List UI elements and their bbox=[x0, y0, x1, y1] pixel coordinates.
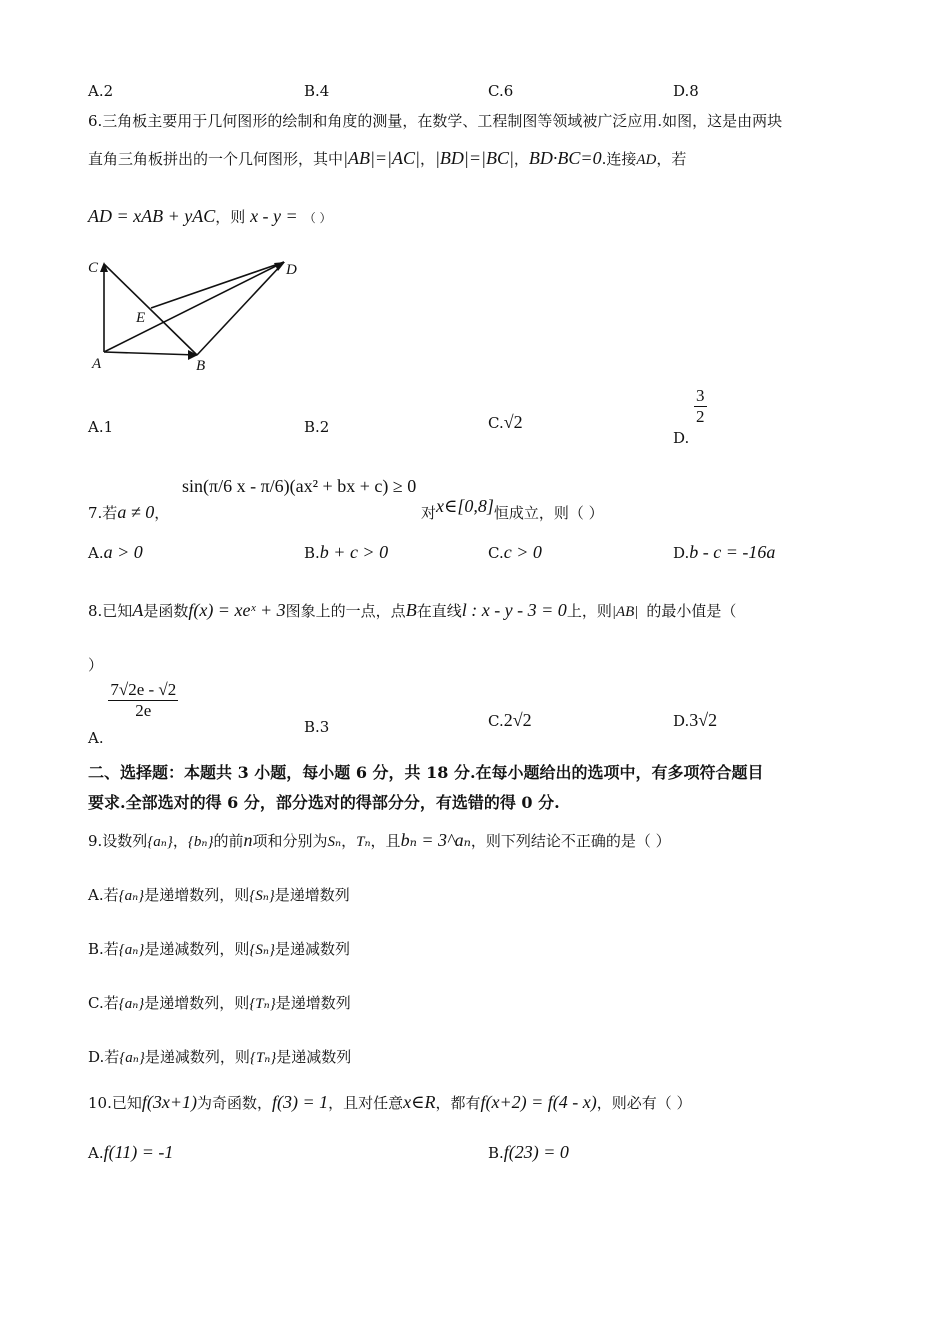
section2-heading-line1: 二、选择题：本题共 3 小题，每小题 6 分，共 18 分.在每小题给出的选项中，有多项符合题目 bbox=[88, 763, 764, 782]
q7-prefix: 7.若 bbox=[88, 504, 118, 522]
q8-option-b: B.3 bbox=[304, 718, 330, 736]
q8-mid4: 上，则 bbox=[566, 602, 612, 620]
q7-option-c-math: c > 0 bbox=[503, 542, 542, 562]
q6-ask: x - y = bbox=[250, 206, 298, 226]
q9-option-c-end: 是递增数列 bbox=[275, 994, 351, 1012]
q7-comma: ， bbox=[154, 504, 170, 522]
label-e: E bbox=[136, 310, 146, 326]
q6-option-c bbox=[488, 412, 523, 433]
q10-prefix: 10.已知 bbox=[88, 1094, 142, 1112]
label-d: D bbox=[286, 262, 297, 278]
q9-option-a-mid: 是递增数列，则 bbox=[144, 886, 250, 904]
q5-option-a: A.2 bbox=[88, 82, 114, 100]
q8-mid3: 在直线 bbox=[416, 602, 462, 620]
q10-option-b-label: B. bbox=[488, 1144, 504, 1162]
q9-prefix: 9.设数列 bbox=[88, 832, 148, 850]
q8-close-paren: ） bbox=[88, 656, 104, 674]
q10-mid3: ，都有 bbox=[435, 1094, 481, 1112]
q6-answer-paren: （ ） bbox=[303, 211, 332, 225]
q5-option-b: B.4 bbox=[304, 82, 330, 100]
segment-ed bbox=[151, 262, 284, 308]
q9-tn: Tₙ bbox=[356, 834, 371, 850]
q9-option-d-mid: 是递减数列，则 bbox=[144, 1048, 250, 1066]
label-c: C bbox=[88, 260, 99, 276]
q9-option-a-seq1: {aₙ} bbox=[118, 888, 145, 904]
q7-option-a-label: A. bbox=[88, 544, 104, 562]
q6-tail: .连接 bbox=[601, 150, 637, 168]
q8-mid2: 图象上的一点，点 bbox=[285, 602, 406, 620]
q8-option-d-math: 3√2 bbox=[689, 710, 718, 730]
q6-option-b: B.2 bbox=[304, 418, 330, 436]
q8-function: f(x) = xeˣ + 3 bbox=[188, 600, 286, 620]
q9-option-d-seq2: {Tₙ} bbox=[249, 1050, 277, 1066]
q10-value: f(3) = 1 bbox=[272, 1092, 329, 1112]
q5-option-d: D.8 bbox=[673, 82, 699, 100]
q9-option-b-label: B.若 bbox=[88, 940, 119, 958]
q8-option-d-label: D. bbox=[673, 712, 690, 730]
segment-cb bbox=[104, 264, 197, 355]
q7-option-d-label: D. bbox=[673, 544, 690, 562]
q6-ze: ，则 bbox=[215, 208, 246, 226]
q6-option-c-math: √2 bbox=[503, 412, 523, 432]
q8-abs-ab: |AB| bbox=[611, 604, 639, 620]
q9-option-d-label: D.若 bbox=[88, 1048, 120, 1066]
q6-triangle-figure bbox=[84, 252, 314, 376]
q7-dui: 对 bbox=[421, 504, 437, 522]
q7-option-d-math: b - c = -16a bbox=[689, 542, 776, 562]
q8-option-c-math: 2√2 bbox=[503, 710, 532, 730]
q9-option-c bbox=[88, 992, 351, 1013]
label-a: A bbox=[92, 356, 102, 372]
q7-option-a-math: a > 0 bbox=[103, 542, 143, 562]
q7-option-b-math: b + c > 0 bbox=[319, 542, 389, 562]
segment-ab bbox=[104, 352, 197, 355]
q8-prefix: 8.已知 bbox=[88, 602, 133, 620]
q9-option-b-seq2: {Sₙ} bbox=[249, 942, 275, 958]
q6-stem-line2: 直角三角板拼出的一个几何图形，其中|AB|=|AC|，|BD|=|BC|，BD·BC=0.连接AD，若 bbox=[88, 148, 687, 168]
q9-option-a-seq2: {Sₙ} bbox=[249, 888, 275, 904]
q9-mid1: 的前 bbox=[213, 832, 244, 850]
q8-option-a-fraction bbox=[108, 680, 178, 721]
q10-domain: x∈R bbox=[403, 1092, 436, 1112]
q6-stem-line3 bbox=[88, 206, 332, 227]
q10-stem bbox=[88, 1092, 692, 1113]
q9-mid2: 项和分别为 bbox=[252, 832, 328, 850]
q9-option-d-seq1: {aₙ} bbox=[119, 1050, 145, 1066]
q7-option-c-label: C. bbox=[488, 544, 504, 562]
q9-option-a-label: A.若 bbox=[88, 886, 119, 904]
q8-option-c-label: C. bbox=[488, 712, 504, 730]
q8-b: B bbox=[405, 600, 417, 620]
q8-mid1: 是函数 bbox=[143, 602, 189, 620]
q9-option-d bbox=[88, 1046, 351, 1067]
q6-option-d-den: 2 bbox=[696, 407, 705, 426]
q8-stem bbox=[88, 600, 736, 621]
q7-option-d bbox=[673, 542, 775, 563]
q9-stem: 9.设数列{aₙ}，{bₙ}的前n项和分别为Sₙ，Tₙ，且bₙ = 3^aₙ，则下列结论不正确的是（ ） bbox=[88, 830, 671, 850]
q9-seq-a: {aₙ} bbox=[147, 834, 173, 850]
q7-domain: x∈[0,8] bbox=[436, 496, 494, 516]
q6-option-d-num: 3 bbox=[696, 386, 705, 405]
q6-option-d-fraction bbox=[694, 386, 707, 427]
q9-seq-b: {bₙ} bbox=[187, 834, 214, 850]
q8-option-a-label: A. bbox=[88, 728, 104, 747]
q7-inequality: sin(π/6 x - π/6)(ax² + bx + c) ≥ 0 bbox=[182, 476, 417, 496]
q6-option-a: A.1 bbox=[88, 418, 114, 436]
q8-option-a-den: 2e bbox=[135, 701, 152, 720]
q10-equation: f(x+2) = f(4 - x) bbox=[480, 1092, 597, 1112]
q6-cond-3: BD·BC=0 bbox=[528, 148, 602, 168]
q6-vector-equation: AD = xAB + yAC bbox=[88, 206, 216, 226]
q8-option-a-num: 7√2e - √2 bbox=[110, 680, 177, 699]
q9-option-a-end: 是递增数列 bbox=[274, 886, 350, 904]
q9-option-c-mid: 是递增数列，则 bbox=[144, 994, 250, 1012]
q10-tail: ，则必有（ ） bbox=[596, 1094, 692, 1112]
q10-option-a bbox=[88, 1142, 173, 1163]
q9-option-d-end: 是递减数列 bbox=[276, 1048, 352, 1066]
q9-option-c-seq1: {aₙ} bbox=[118, 996, 145, 1012]
segment-bd bbox=[197, 262, 284, 355]
q9-option-b-end: 是递减数列 bbox=[274, 940, 350, 958]
q5-option-c: C.6 bbox=[488, 82, 514, 100]
q10-option-a-label: A. bbox=[88, 1144, 104, 1162]
q6-cond-1: |AB|=|AC| bbox=[343, 148, 420, 168]
q7-option-b bbox=[304, 542, 388, 563]
q6-ad: AD bbox=[636, 152, 657, 168]
q9-n: n bbox=[243, 830, 253, 850]
q9-sn: Sₙ bbox=[327, 834, 342, 850]
q8-a: A bbox=[132, 600, 144, 620]
q6-option-d-label: D. bbox=[673, 428, 690, 447]
q10-option-b-math: f(23) = 0 bbox=[503, 1142, 569, 1162]
q9-option-a bbox=[88, 884, 350, 905]
q9-option-b-mid: 是递减数列，则 bbox=[144, 940, 250, 958]
q7-cond: a ≠ 0 bbox=[117, 502, 155, 522]
segment-ad bbox=[104, 262, 284, 352]
q10-mid2: ，且对任意 bbox=[328, 1094, 404, 1112]
q6-stem-line1: 6.三角板主要用于几何图形的绘制和角度的测量，在数学、工程制图等领域被广泛应用.如图，这是由两块 bbox=[88, 112, 783, 130]
q9-mid3: ，且 bbox=[370, 832, 401, 850]
q7-option-b-label: B. bbox=[304, 544, 320, 562]
q8-option-d bbox=[673, 710, 717, 731]
q10-option-a-math: f(11) = -1 bbox=[103, 1142, 174, 1162]
q6-option-c-label: C. bbox=[488, 414, 504, 432]
q10-option-b bbox=[488, 1142, 569, 1163]
q9-option-b-seq1: {aₙ} bbox=[118, 942, 145, 958]
q8-line-eq: l : x - y - 3 = 0 bbox=[461, 600, 567, 620]
q9-option-c-label: C.若 bbox=[88, 994, 119, 1012]
q6-cond-2: |BD|=|BC| bbox=[434, 148, 514, 168]
q10-func: f(3x+1) bbox=[141, 1092, 197, 1112]
q6-option-d bbox=[673, 386, 707, 447]
label-b: B bbox=[196, 358, 206, 374]
section2-heading-line2: 要求.全部选对的得 6 分，部分选对的得部分分，有选错的得 0 分. bbox=[88, 793, 560, 812]
q7-tail: 恒成立，则（ ） bbox=[493, 504, 604, 522]
q7-option-a bbox=[88, 542, 143, 563]
q6-ruo: ，若 bbox=[656, 150, 687, 168]
q6-stem-text: 直角三角板拼出的一个几何图形，其中 bbox=[88, 150, 344, 168]
q9-tail: ，则下列结论不正确的是（ ） bbox=[470, 832, 671, 850]
q7-stem bbox=[88, 476, 604, 522]
q7-option-c bbox=[488, 542, 542, 563]
q8-tail: 的最小值是（ bbox=[646, 602, 737, 620]
q9-option-c-seq2: {Tₙ} bbox=[249, 996, 276, 1012]
q10-mid1: 为奇函数， bbox=[196, 1094, 272, 1112]
q9-option-b bbox=[88, 938, 350, 959]
q8-option-c bbox=[488, 710, 532, 731]
q8-option-a bbox=[88, 680, 178, 747]
q9-relation: bₙ = 3^aₙ bbox=[400, 830, 471, 850]
